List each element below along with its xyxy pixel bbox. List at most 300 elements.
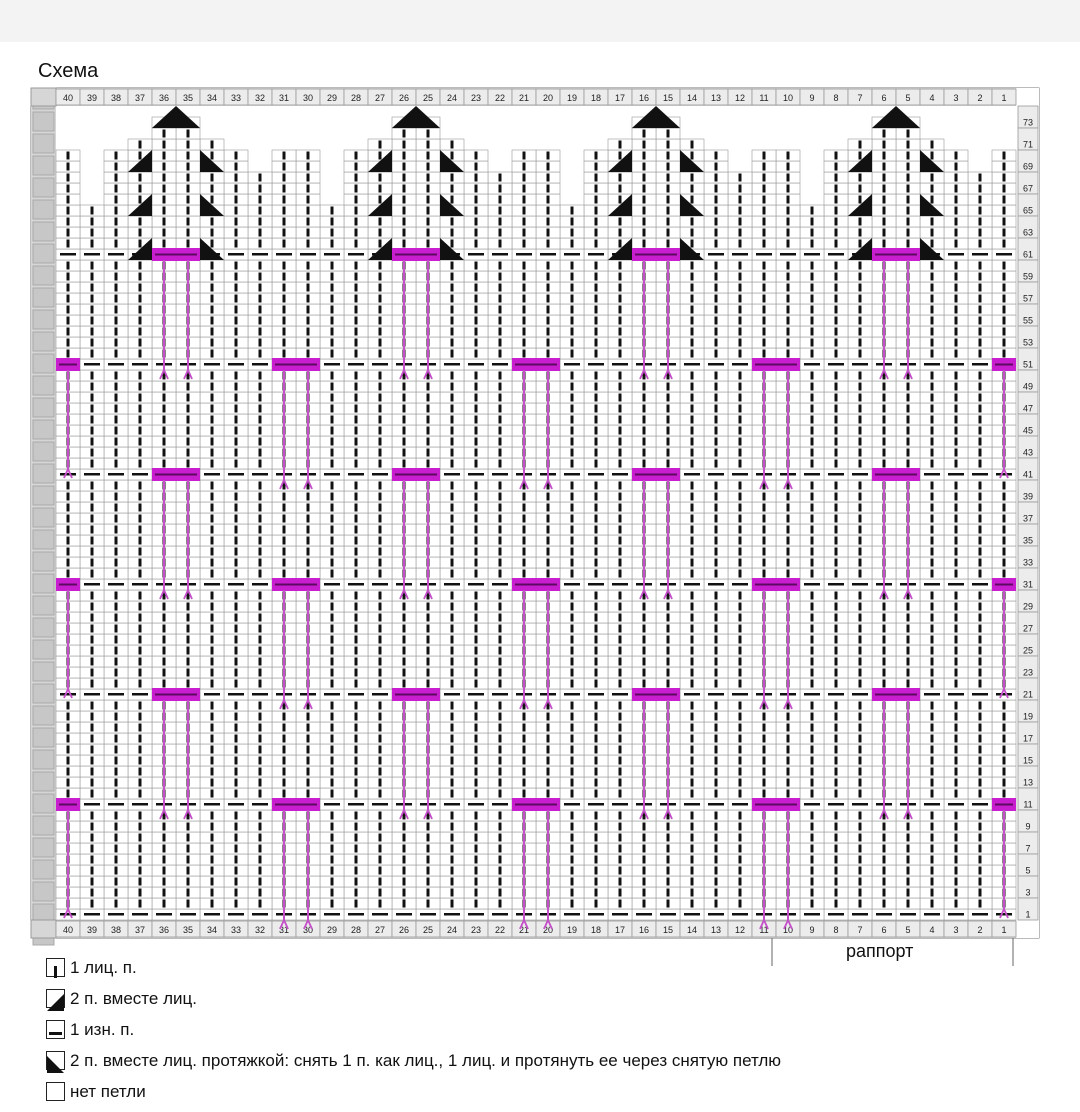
knit-mark	[883, 669, 886, 677]
purl-mark	[732, 693, 748, 696]
knit-mark	[907, 416, 910, 424]
knit-mark	[979, 559, 982, 567]
knit-mark	[931, 834, 934, 842]
knit-mark	[403, 647, 406, 655]
knit-mark	[571, 416, 574, 424]
knit-mark	[355, 537, 358, 545]
knit-mark	[475, 394, 478, 402]
knit-mark	[859, 449, 862, 457]
knit-mark	[931, 768, 934, 776]
knit-mark	[115, 295, 118, 303]
knit-mark	[595, 889, 598, 897]
knit-mark	[715, 713, 718, 721]
knit-mark	[139, 757, 142, 765]
knit-mark	[931, 394, 934, 402]
knit-mark	[427, 460, 430, 468]
knit-mark	[187, 889, 190, 897]
knit-mark	[475, 856, 478, 864]
knit-mark	[715, 768, 718, 776]
knit-mark	[643, 438, 646, 446]
knit-mark	[619, 790, 622, 798]
knit-mark	[979, 768, 982, 776]
knit-mark	[427, 900, 430, 908]
knit-mark	[355, 768, 358, 776]
purl-mark	[564, 693, 580, 696]
knit-mark	[259, 405, 262, 413]
knit-mark	[931, 383, 934, 391]
knit-mark	[379, 812, 382, 820]
knit-mark	[595, 559, 598, 567]
knit-mark	[619, 647, 622, 655]
knit-mark	[91, 746, 94, 754]
left-strip-block	[33, 376, 54, 395]
knit-mark	[379, 669, 382, 677]
knit-mark	[619, 405, 622, 413]
knit-mark	[835, 647, 838, 655]
knit-mark	[955, 350, 958, 358]
knit-mark	[451, 482, 454, 490]
knit-mark	[835, 284, 838, 292]
knit-mark	[139, 636, 142, 644]
knit-mark	[331, 328, 334, 336]
knit-mark	[403, 900, 406, 908]
knit-mark	[859, 680, 862, 688]
knit-mark	[811, 317, 814, 325]
knit-mark	[811, 460, 814, 468]
knit-mark	[595, 339, 598, 347]
knit-mark	[283, 273, 286, 281]
knit-mark	[835, 889, 838, 897]
knit-mark	[739, 372, 742, 380]
knit-mark	[691, 603, 694, 611]
left-strip-block	[33, 200, 54, 219]
knit-mark	[475, 559, 478, 567]
purl-mark	[132, 583, 148, 586]
knit-mark	[499, 746, 502, 754]
knit-mark	[235, 372, 238, 380]
knit-mark	[787, 559, 790, 567]
knit-mark	[691, 834, 694, 842]
purl-mark	[132, 363, 148, 366]
col-number-bottom: 23	[470, 925, 482, 935]
knit-mark	[571, 284, 574, 292]
purl-mark	[636, 913, 652, 916]
knit-mark	[379, 823, 382, 831]
knit-mark	[835, 603, 838, 611]
knit-mark	[355, 559, 358, 567]
knit-mark	[499, 625, 502, 633]
knit-mark	[67, 559, 70, 567]
knit-mark	[235, 889, 238, 897]
knit-mark	[835, 306, 838, 314]
knit-mark	[691, 812, 694, 820]
purl-mark	[564, 913, 580, 916]
knit-mark	[139, 680, 142, 688]
knit-mark	[259, 284, 262, 292]
knit-mark	[451, 790, 454, 798]
knit-mark	[163, 900, 166, 908]
knit-mark	[331, 592, 334, 600]
row-number: 55	[1022, 315, 1034, 326]
knit-mark	[547, 306, 550, 314]
knit-mark	[475, 889, 478, 897]
knit-mark	[787, 570, 790, 578]
knit-mark	[331, 460, 334, 468]
knit-mark	[355, 383, 358, 391]
purl-mark	[252, 583, 268, 586]
knit-mark	[403, 636, 406, 644]
knit-mark	[1003, 295, 1006, 303]
knit-mark	[475, 372, 478, 380]
knit-mark	[811, 295, 814, 303]
knit-mark	[571, 614, 574, 622]
knit-mark	[739, 658, 742, 666]
knit-mark	[379, 603, 382, 611]
knit-mark	[475, 416, 478, 424]
knit-mark	[259, 713, 262, 721]
knit-mark	[67, 284, 70, 292]
knit-mark	[259, 614, 262, 622]
knit-mark	[691, 295, 694, 303]
purl-mark	[324, 473, 340, 476]
knit-mark	[283, 735, 286, 743]
knit-mark	[523, 746, 526, 754]
knit-mark	[475, 427, 478, 435]
knit-mark	[667, 878, 670, 886]
knit-mark	[907, 460, 910, 468]
knit-mark	[859, 515, 862, 523]
knit-mark	[571, 273, 574, 281]
knit-mark	[259, 372, 262, 380]
knit-mark	[907, 658, 910, 666]
knit-mark	[787, 273, 790, 281]
knit-mark	[523, 790, 526, 798]
knit-mark	[931, 295, 934, 303]
knit-mark	[739, 812, 742, 820]
knit-mark	[595, 746, 598, 754]
purl-mark	[492, 363, 508, 366]
knit-mark	[571, 735, 574, 743]
knit-mark	[379, 416, 382, 424]
knit-mark	[955, 482, 958, 490]
knit-mark	[811, 702, 814, 710]
left-strip-block	[33, 266, 54, 285]
knit-mark	[355, 394, 358, 402]
purl-mark	[564, 803, 580, 806]
purl-mark	[924, 363, 940, 366]
left-strip-block	[33, 222, 54, 241]
knit-mark	[283, 317, 286, 325]
knit-mark	[835, 592, 838, 600]
knit-mark	[139, 658, 142, 666]
knit-mark	[571, 570, 574, 578]
knit-mark	[691, 658, 694, 666]
knit-mark	[619, 867, 622, 875]
knit-mark	[547, 570, 550, 578]
knit-mark	[715, 449, 718, 457]
knit-mark	[787, 790, 790, 798]
row-number: 73	[1022, 117, 1034, 128]
knit-mark	[643, 383, 646, 391]
knit-mark	[211, 504, 214, 512]
knit-mark	[499, 636, 502, 644]
purl-mark	[252, 363, 268, 366]
knit-mark	[691, 306, 694, 314]
knit-mark	[475, 790, 478, 798]
knit-mark	[595, 669, 598, 677]
knit-mark	[499, 834, 502, 842]
col-number-bottom: 7	[857, 925, 863, 935]
knit-mark	[691, 867, 694, 875]
knit-mark	[571, 845, 574, 853]
knit-mark	[403, 416, 406, 424]
knit-mark	[859, 779, 862, 787]
knit-mark	[403, 460, 406, 468]
left-strip-block	[33, 860, 54, 879]
knit-mark	[355, 273, 358, 281]
col-number-bottom: 1	[1001, 925, 1007, 935]
knit-mark	[187, 405, 190, 413]
purl-mark	[612, 693, 628, 696]
knit-mark	[667, 416, 670, 424]
knit-mark	[643, 900, 646, 908]
knit-mark	[259, 603, 262, 611]
knit-mark	[115, 658, 118, 666]
knit-mark	[835, 735, 838, 743]
knit-mark	[427, 878, 430, 886]
knit-mark	[787, 339, 790, 347]
purl-mark	[588, 693, 604, 696]
knit-mark	[331, 504, 334, 512]
knit-mark	[859, 548, 862, 556]
knit-mark	[115, 548, 118, 556]
knit-mark	[883, 647, 886, 655]
knit-mark	[523, 537, 526, 545]
knit-mark	[619, 900, 622, 908]
col-number-top: 34	[206, 93, 218, 103]
purl-mark	[948, 803, 964, 806]
knit-mark	[811, 867, 814, 875]
col-number-top: 28	[350, 93, 362, 103]
knit-mark	[715, 889, 718, 897]
knit-mark	[667, 383, 670, 391]
knit-mark	[955, 405, 958, 413]
col-number-bottom: 5	[905, 925, 911, 935]
knit-mark	[835, 779, 838, 787]
knit-mark	[691, 856, 694, 864]
knit-mark	[811, 438, 814, 446]
left-strip-block	[33, 244, 54, 263]
purl-mark	[972, 693, 988, 696]
knit-mark	[931, 724, 934, 732]
knit-mark	[619, 504, 622, 512]
knit-mark	[91, 394, 94, 402]
knit-mark	[211, 438, 214, 446]
knit-mark	[1003, 515, 1006, 523]
purl-mark	[708, 693, 724, 696]
left-strip-block	[33, 156, 54, 175]
knit-mark	[331, 812, 334, 820]
knit-mark	[139, 405, 142, 413]
knit-mark	[475, 383, 478, 391]
purl-mark	[132, 913, 148, 916]
knit-mark	[67, 328, 70, 336]
knit-mark	[931, 702, 934, 710]
knit-mark	[211, 614, 214, 622]
knit-mark	[475, 548, 478, 556]
knit-mark	[211, 790, 214, 798]
knit-mark	[763, 559, 766, 567]
row-number: 63	[1022, 227, 1034, 238]
knit-mark	[355, 647, 358, 655]
knit-mark	[955, 504, 958, 512]
row-number: 71	[1022, 139, 1034, 150]
knit-mark	[475, 779, 478, 787]
knit-mark	[499, 548, 502, 556]
knit-mark	[883, 614, 886, 622]
knit-mark	[283, 295, 286, 303]
knit-mark	[739, 273, 742, 281]
knit-mark	[91, 383, 94, 391]
knit-mark	[811, 328, 814, 336]
purl-mark	[852, 363, 868, 366]
knit-mark	[547, 526, 550, 534]
knit-mark	[235, 647, 238, 655]
knit-mark	[859, 372, 862, 380]
knit-mark	[859, 724, 862, 732]
knit-mark	[1003, 779, 1006, 787]
knit-mark	[691, 669, 694, 677]
knit-mark	[451, 812, 454, 820]
knit-mark	[331, 603, 334, 611]
knit-mark	[931, 900, 934, 908]
knit-mark	[451, 834, 454, 842]
col-number-bottom: 13	[710, 925, 722, 935]
knit-mark	[595, 504, 598, 512]
knit-mark	[979, 658, 982, 666]
purl-mark	[708, 583, 724, 586]
knit-mark	[259, 702, 262, 710]
col-number-bottom: 29	[326, 925, 338, 935]
knit-mark	[499, 779, 502, 787]
knit-mark	[787, 526, 790, 534]
knit-mark	[475, 724, 478, 732]
knit-mark	[451, 295, 454, 303]
knit-mark	[331, 295, 334, 303]
purl-mark	[252, 913, 268, 916]
knit-mark	[139, 867, 142, 875]
purl-mark	[588, 803, 604, 806]
knit-mark	[811, 405, 814, 413]
knit-mark	[811, 680, 814, 688]
knit-mark	[115, 900, 118, 908]
knit-mark	[211, 284, 214, 292]
knit-mark	[115, 284, 118, 292]
knit-mark	[979, 339, 982, 347]
knit-mark	[283, 746, 286, 754]
knit-mark	[451, 592, 454, 600]
knit-mark	[235, 383, 238, 391]
knit-mark	[139, 427, 142, 435]
knit-mark	[139, 449, 142, 457]
knit-mark	[979, 482, 982, 490]
knit-mark	[811, 537, 814, 545]
knit-mark	[787, 350, 790, 358]
knit-mark	[259, 570, 262, 578]
knit-mark	[235, 779, 238, 787]
knit-mark	[91, 427, 94, 435]
knit-mark	[91, 878, 94, 886]
knit-mark	[379, 779, 382, 787]
knit-mark	[979, 625, 982, 633]
knit-mark	[835, 812, 838, 820]
row-number: 57	[1022, 293, 1034, 304]
knit-mark	[907, 383, 910, 391]
knit-mark	[955, 768, 958, 776]
knit-mark	[979, 603, 982, 611]
purl-mark	[468, 913, 484, 916]
knit-mark	[835, 383, 838, 391]
purl-mark	[828, 583, 844, 586]
knit-mark	[979, 757, 982, 765]
knit-mark	[859, 405, 862, 413]
knit-mark	[307, 339, 310, 347]
purl-mark	[852, 913, 868, 916]
knit-mark	[739, 735, 742, 743]
knit-mark	[883, 383, 886, 391]
knit-mark	[883, 900, 886, 908]
knit-mark	[547, 273, 550, 281]
knit-mark	[259, 438, 262, 446]
knit-mark	[115, 702, 118, 710]
knit-mark	[355, 735, 358, 743]
knit-mark	[979, 438, 982, 446]
col-number-bottom: 21	[518, 925, 530, 935]
knit-mark	[331, 867, 334, 875]
knit-mark	[859, 614, 862, 622]
knit-mark	[307, 526, 310, 534]
purl-mark	[372, 693, 388, 696]
knit-mark	[139, 669, 142, 677]
knit-mark	[187, 614, 190, 622]
knit-mark	[475, 834, 478, 842]
knit-mark	[571, 647, 574, 655]
knit-mark	[115, 306, 118, 314]
knit-mark	[739, 636, 742, 644]
knit-mark	[715, 515, 718, 523]
knit-mark	[787, 328, 790, 336]
knit-mark	[955, 416, 958, 424]
knit-mark	[667, 449, 670, 457]
knit-mark	[691, 537, 694, 545]
purl-mark	[972, 363, 988, 366]
knit-mark	[139, 328, 142, 336]
knit-mark	[115, 405, 118, 413]
knit-mark	[907, 889, 910, 897]
knit-mark	[235, 328, 238, 336]
knit-mark	[67, 757, 70, 765]
knit-mark	[259, 317, 262, 325]
knit-mark	[91, 790, 94, 798]
knit-mark	[187, 900, 190, 908]
knit-mark	[499, 867, 502, 875]
purl-mark	[708, 913, 724, 916]
knit-mark	[163, 878, 166, 886]
knit-mark	[67, 702, 70, 710]
knit-mark	[787, 779, 790, 787]
knit-mark	[979, 823, 982, 831]
knit-mark	[163, 449, 166, 457]
